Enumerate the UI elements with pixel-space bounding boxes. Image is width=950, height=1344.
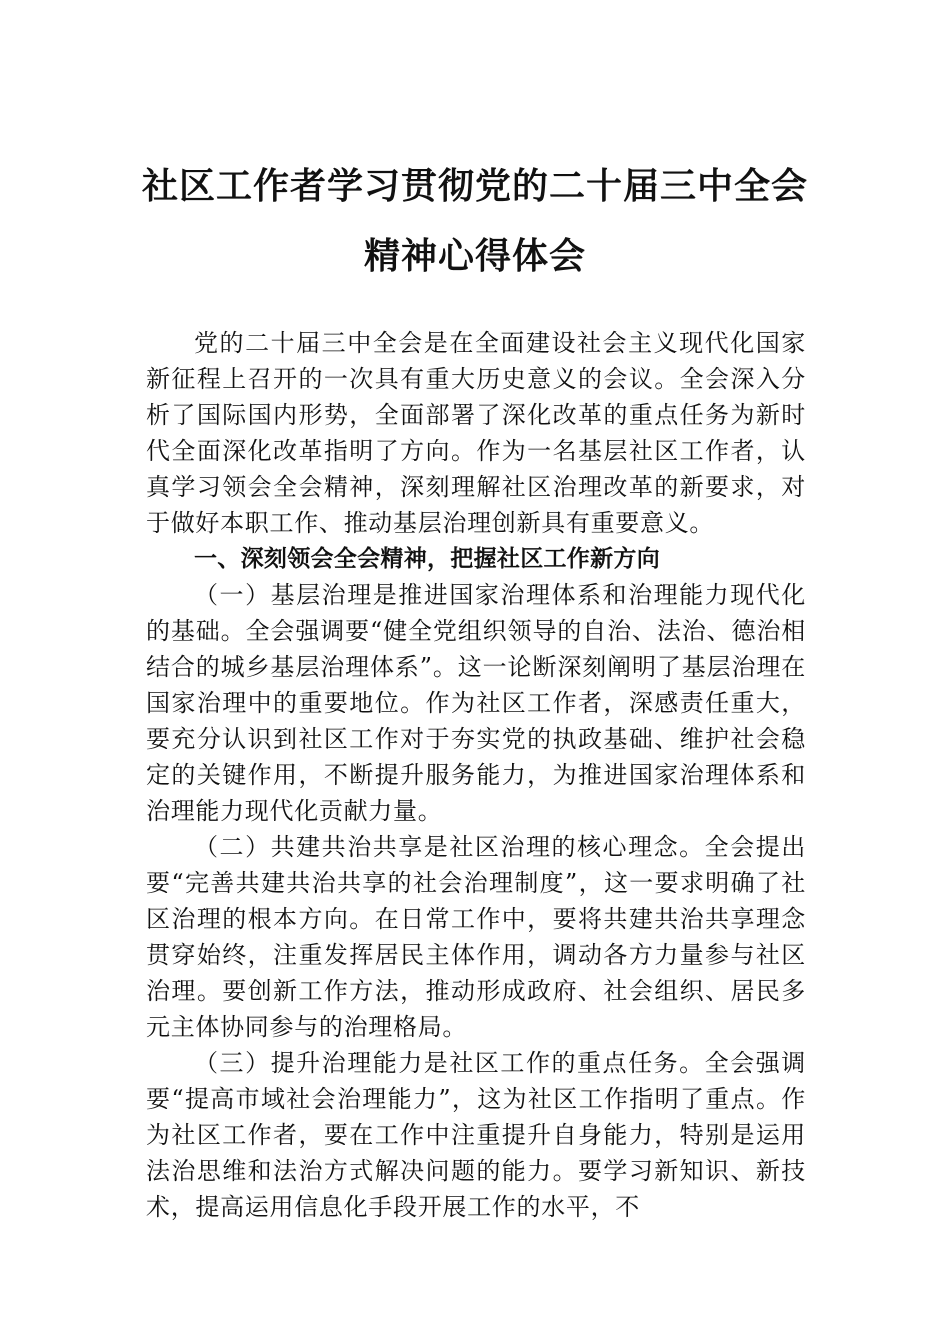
section-1-paragraph-1: （一）基层治理是推进国家治理体系和治理能力现代化的基础。全会强调要“健全党组织领导的自治、法治、德治相结合的城乡基层治理体系”。这一论断深刻阐明了基层治理在国家治理中的重要地位。作为社区工作者，深感责任重大，要充分认识到社区工作对于夯实党的执政基础、维护社会稳定的关键作用，不断提升服务能力，为推进国家治理体系和治理能力现代化贡献力量。 — [146, 581, 806, 825]
section-heading-1: 一、深刻领会全会精神，把握社区工作新方向 — [194, 546, 660, 572]
section-1-paragraph-3: （三）提升治理能力是社区工作的重点任务。全会强调要“提高市域社会治理能力”，这为社区工作指明了重点。作为社区工作者，要在工作中注重提升自身能力，特别是运用法治思维和法治方式解决问题的能力。要学习新知识、新技术，提高运用信息化手段开展工作的水平，不 — [146, 1049, 806, 1221]
section-1-paragraph-2: （二）共建共治共享是社区治理的核心理念。全会提出要“完善共建共治共享的社会治理制度”，这一要求明确了社区治理的根本方向。在日常工作中，要将共建共治共享理念贯穿始终，注重发挥居民主体作用，调动各方力量参与社区治理。要创新工作方法，推动形成政府、社会组织、居民多元主体协同参与的治理格局。 — [146, 833, 806, 1041]
intro-paragraph: 党的二十届三中全会是在全面建设社会主义现代化国家新征程上召开的一次具有重大历史意义的会议。全会深入分析了国际国内形势，全面部署了深化改革的重点任务为新时代全面深化改革指明了方向。作为一名基层社区工作者，认真学习领会全会精神，深刻理解社区治理改革的新要求，对于做好本职工作、推动基层治理创新具有重要意义。 — [146, 329, 806, 537]
document-title-line-2: 精神心得体会 — [363, 235, 586, 277]
document-title-line-1: 社区工作者学习贯彻党的二十届三中全会 — [141, 165, 808, 207]
document-body — [146, 325, 806, 1225]
